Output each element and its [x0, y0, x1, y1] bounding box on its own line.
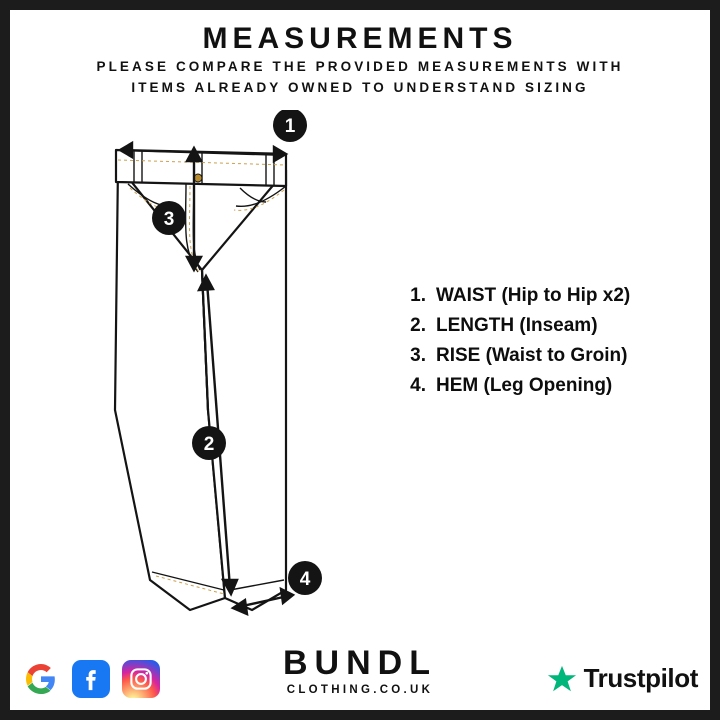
trustpilot-star-icon	[547, 664, 577, 694]
legend-number: 4.	[410, 375, 426, 396]
svg-text:2: 2	[203, 434, 215, 455]
legend-item-length	[400, 315, 690, 337]
svg-text:1: 1	[284, 116, 296, 137]
legend-item-hem	[400, 375, 690, 397]
frame-border-right	[710, 0, 720, 720]
legend-label: HEM (Leg Opening)	[436, 375, 613, 396]
page-subtitle-line2: ITEMS ALREADY OWNED TO UNDERSTAND SIZING	[131, 80, 589, 95]
social-icons	[22, 660, 160, 698]
legend-item-waist	[400, 285, 690, 307]
svg-text:3: 3	[163, 209, 175, 230]
facebook-icon[interactable]	[72, 660, 110, 698]
trustpilot-label: Trustpilot	[583, 663, 698, 693]
brand-name: BUNDL	[283, 644, 437, 682]
page-subtitle-line1: PLEASE COMPARE THE PROVIDED MEASUREMENTS WITH	[96, 59, 624, 74]
frame-border-bottom	[0, 710, 720, 720]
marker-3	[152, 201, 186, 235]
instagram-icon[interactable]	[122, 660, 160, 698]
brand-website: CLOTHING.CO.UK	[286, 684, 434, 696]
measurement-legend	[400, 285, 690, 405]
jeans-diagram	[90, 110, 390, 630]
legend-number: 2.	[410, 315, 426, 336]
page-subtitle	[60, 56, 660, 98]
marker-2	[192, 426, 226, 460]
legend-item-rise	[400, 345, 690, 367]
legend-number: 3.	[410, 345, 426, 366]
page-title: MEASUREMENTS	[202, 22, 518, 55]
frame-border-left	[0, 0, 10, 720]
marker-1	[273, 110, 307, 142]
trustpilot-logo[interactable]	[547, 663, 698, 694]
google-icon[interactable]	[22, 660, 60, 698]
marker-4	[288, 561, 322, 595]
legend-label: LENGTH (Inseam)	[436, 315, 598, 336]
legend-label: RISE (Waist to Groin)	[436, 345, 628, 366]
svg-text:4: 4	[299, 569, 311, 590]
legend-label: WAIST (Hip to Hip x2)	[436, 285, 631, 306]
frame-border-top	[0, 0, 720, 10]
legend-number: 1.	[410, 285, 426, 306]
